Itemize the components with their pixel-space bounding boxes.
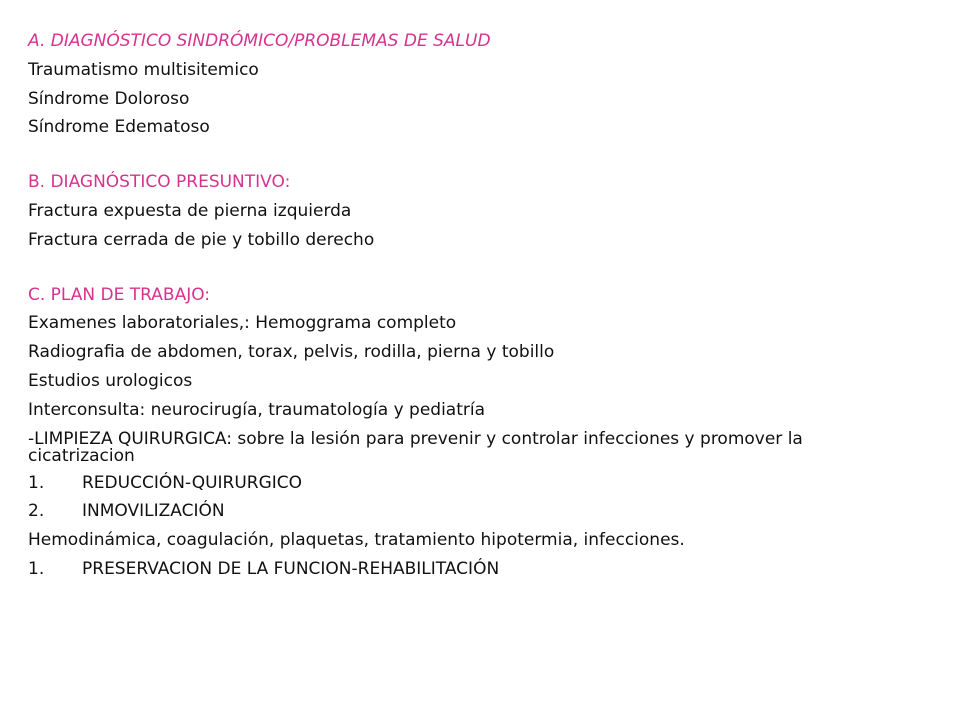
numbered-item-preservacion (28, 555, 908, 584)
list-text: REDUCCIÓN-QUIRURGICO (82, 472, 303, 493)
limpieza-quirurgica-text: -LIMPIEZA QUIRURGICA: sobre la lesión para prevenir y controlar infecciones y promover la cicatrizacion (28, 428, 803, 466)
list-text: PRESERVACION DE LA FUNCION-REHABILITACIÓN (82, 558, 500, 579)
section-c-item-1: Examenes laboratoriales,: Hemoggrama completo (28, 313, 457, 334)
section-b-item-1: Fractura expuesta de pierna izquierda (28, 200, 352, 221)
list-number: 1. (28, 558, 45, 579)
section-c-item-3: Estudios urologicos (28, 370, 193, 391)
section-b-item-2: Fractura cerrada de pie y tobillo derecho (28, 229, 375, 250)
spacer (28, 255, 908, 281)
spacer (28, 142, 908, 168)
list-text: INMOVILIZACIÓN (82, 501, 225, 522)
section-b-heading: B. DIAGNÓSTICO PRESUNTIVO: (28, 172, 291, 193)
section-a-item-3: Síndrome Edematoso (28, 117, 210, 138)
section-c-item-4: Interconsulta: neurocirugía, traumatología y pediatría (28, 399, 486, 420)
list-number: 1. (28, 472, 45, 493)
numbered-item-inmovilizacion (28, 497, 908, 526)
section-a-heading: A. DIAGNÓSTICO SINDRÓMICO/PROBLEMAS DE SALUD (28, 31, 491, 51)
list-number: 2. (28, 501, 45, 522)
numbered-item-reduccion (28, 469, 908, 498)
section-a-item-1: Traumatismo multisitemico (28, 59, 259, 80)
section-c-item-2: Radiografia de abdomen, torax, pelvis, rodilla, pierna y tobillo (28, 342, 555, 363)
section-a-item-2: Síndrome Doloroso (28, 88, 190, 109)
slide-content (28, 27, 908, 584)
hemodinamica-text: Hemodinámica, coagulación, plaquetas, tratamiento hipotermia, infecciones. (28, 530, 685, 551)
section-c-heading: C. PLAN DE TRABAJO: (28, 284, 211, 305)
